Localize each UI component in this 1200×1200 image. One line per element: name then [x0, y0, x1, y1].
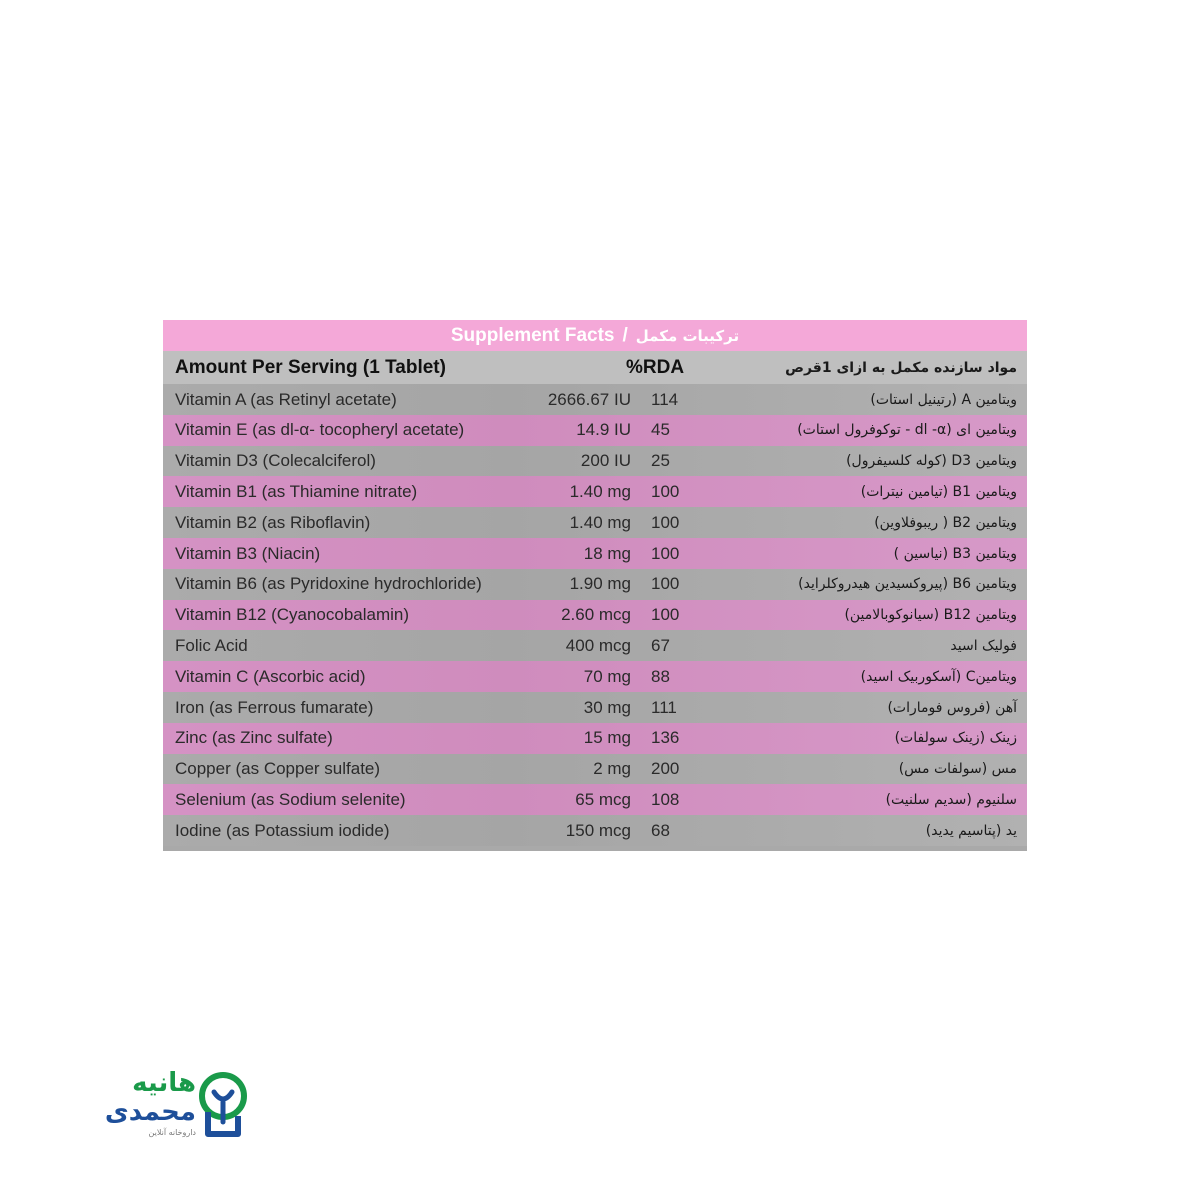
nutrient-name: Vitamin E (as dl-α- tocopheryl acetate)	[175, 420, 465, 440]
nutrient-name: Iron (as Ferrous fumarate)	[175, 697, 374, 717]
table-row	[163, 446, 1027, 477]
nutrient-rda: 68	[651, 820, 670, 840]
nutrient-amount: 14.9 IU	[576, 420, 631, 440]
supplement-facts-panel	[163, 320, 1027, 851]
table-row	[163, 754, 1027, 785]
nutrient-persian-name: ویتامینC (آسکوربیک اسید)	[860, 668, 1017, 685]
table-row	[163, 661, 1027, 692]
nutrient-name: Vitamin B2 (as Riboflavin)	[175, 512, 371, 532]
nutrient-name: Vitamin A (as Retinyl acetate)	[175, 389, 397, 409]
nutrient-rda: 100	[651, 574, 680, 594]
nutrient-rda: 25	[651, 451, 670, 471]
table-row	[163, 384, 1027, 415]
logo-text	[56, 1068, 196, 1138]
table-header-row	[163, 351, 1027, 384]
table-row	[163, 569, 1027, 600]
nutrient-name: Vitamin B1 (as Thiamine nitrate)	[175, 481, 418, 501]
persian-header: مواد سازنده مکمل به ازای 1قرص	[785, 359, 1017, 376]
table-row	[163, 538, 1027, 569]
nutrient-persian-name: سلنیوم (سدیم سلنیت)	[885, 791, 1017, 808]
nutrient-name: Iodine (as Potassium iodide)	[175, 820, 390, 840]
nutrient-amount: 30 mg	[583, 697, 631, 717]
nutrient-amount: 1.40 mg	[569, 481, 631, 501]
nutrient-amount: 2.60 mcg	[561, 605, 631, 625]
nutrient-persian-name: ویتامین B2 ( ریبوفلاوین)	[874, 514, 1017, 531]
nutrient-persian-name: ویتامین D3 (کوله کلسیفرول)	[846, 453, 1017, 470]
nutrient-persian-name: ید (پتاسیم یدید)	[925, 822, 1017, 839]
nutrient-amount: 65 mcg	[575, 789, 631, 809]
nutrient-rda: 200	[651, 759, 680, 779]
rda-header: %RDA	[626, 356, 685, 378]
nutrient-name: Selenium (as Sodium selenite)	[175, 789, 406, 809]
nutrient-persian-name: آهن (فروس فومارات)	[887, 699, 1017, 716]
nutrient-amount: 2666.67 IU	[547, 389, 631, 409]
nutrient-persian-name: ویتامین B3 (نیاسین )	[893, 545, 1017, 562]
nutrient-name: Zinc (as Zinc sulfate)	[175, 728, 333, 748]
nutrient-persian-name: ویتامین B6 (پیروکسیدین هیدروکلراید)	[798, 576, 1017, 593]
nutrient-amount: 70 mg	[583, 666, 631, 686]
nutrient-rda: 88	[651, 666, 670, 686]
nutrient-amount: 15 mg	[583, 728, 631, 748]
nutrient-rda: 108	[651, 789, 680, 809]
table-row	[163, 784, 1027, 815]
nutrient-rda: 67	[651, 635, 670, 655]
title-english: Supplement Facts	[450, 324, 615, 346]
nutrient-amount: 200 IU	[580, 451, 631, 471]
nutrient-amount: 2 mg	[593, 759, 631, 779]
title-separator: /	[622, 324, 628, 346]
nutrient-name: Vitamin B6 (as Pyridoxine hydrochloride)	[175, 574, 482, 594]
nutrient-rda: 100	[651, 543, 680, 563]
nutrient-amount: 400 mcg	[565, 635, 631, 655]
table-row	[163, 815, 1027, 846]
nutrient-rda: 114	[651, 389, 679, 409]
nutrient-persian-name: مس (سولفات مس)	[898, 761, 1017, 778]
nutrient-persian-name: ویتامین B12 (سیانوکوبالامین)	[844, 607, 1017, 624]
nutrient-rda: 100	[651, 512, 680, 532]
table-row	[163, 476, 1027, 507]
logo-name-line1: هانیه	[132, 1068, 196, 1098]
table-row	[163, 692, 1027, 723]
nutrient-name: Vitamin B3 (Niacin)	[175, 543, 321, 563]
nutrient-name: Folic Acid	[175, 635, 248, 655]
nutrient-persian-name: ویتامین A (رتینیل استات)	[870, 391, 1017, 408]
nutrient-amount: 1.90 mg	[569, 574, 631, 594]
nutrient-name: Vitamin D3 (Colecalciferol)	[175, 451, 376, 471]
pharmacy-logo	[58, 1068, 248, 1148]
nutrient-rda: 45	[651, 420, 670, 440]
nutrient-amount: 1.40 mg	[569, 512, 631, 532]
nutrient-rda: 111	[651, 697, 677, 717]
supplement-facts-title	[163, 320, 1027, 351]
nutrient-persian-name: زینک (زینک سولفات)	[894, 730, 1017, 747]
table-row	[163, 600, 1027, 631]
table-row	[163, 415, 1027, 446]
nutrient-amount: 150 mcg	[565, 820, 631, 840]
nutrient-persian-name: ویتامین ای (dl -α - توکوفرول استات)	[797, 422, 1017, 439]
amount-header: Amount Per Serving (1 Tablet)	[175, 356, 446, 378]
nutrient-persian-name: ویتامین B1 (تیامین نیترات)	[860, 483, 1017, 500]
table-row	[163, 507, 1027, 538]
nutrient-rda: 136	[651, 728, 680, 748]
pharmacy-bowl-icon	[198, 1072, 248, 1138]
nutrient-name: Vitamin C (Ascorbic acid)	[175, 666, 366, 686]
nutrient-rda: 100	[651, 481, 680, 501]
logo-subtitle: داروخانه آنلاین	[148, 1128, 196, 1137]
nutrient-name: Copper (as Copper sulfate)	[175, 759, 381, 779]
nutrient-rda: 100	[651, 605, 680, 625]
nutrient-persian-name: فولیک اسید	[950, 637, 1017, 654]
nutrient-name: Vitamin B12 (Cyanocobalamin)	[175, 605, 410, 625]
logo-name-line2: محمدی	[104, 1097, 196, 1127]
table-row	[163, 723, 1027, 754]
table-row	[163, 630, 1027, 661]
nutrient-amount: 18 mg	[583, 543, 631, 563]
title-persian: ترکیبات مکمل	[635, 326, 740, 345]
